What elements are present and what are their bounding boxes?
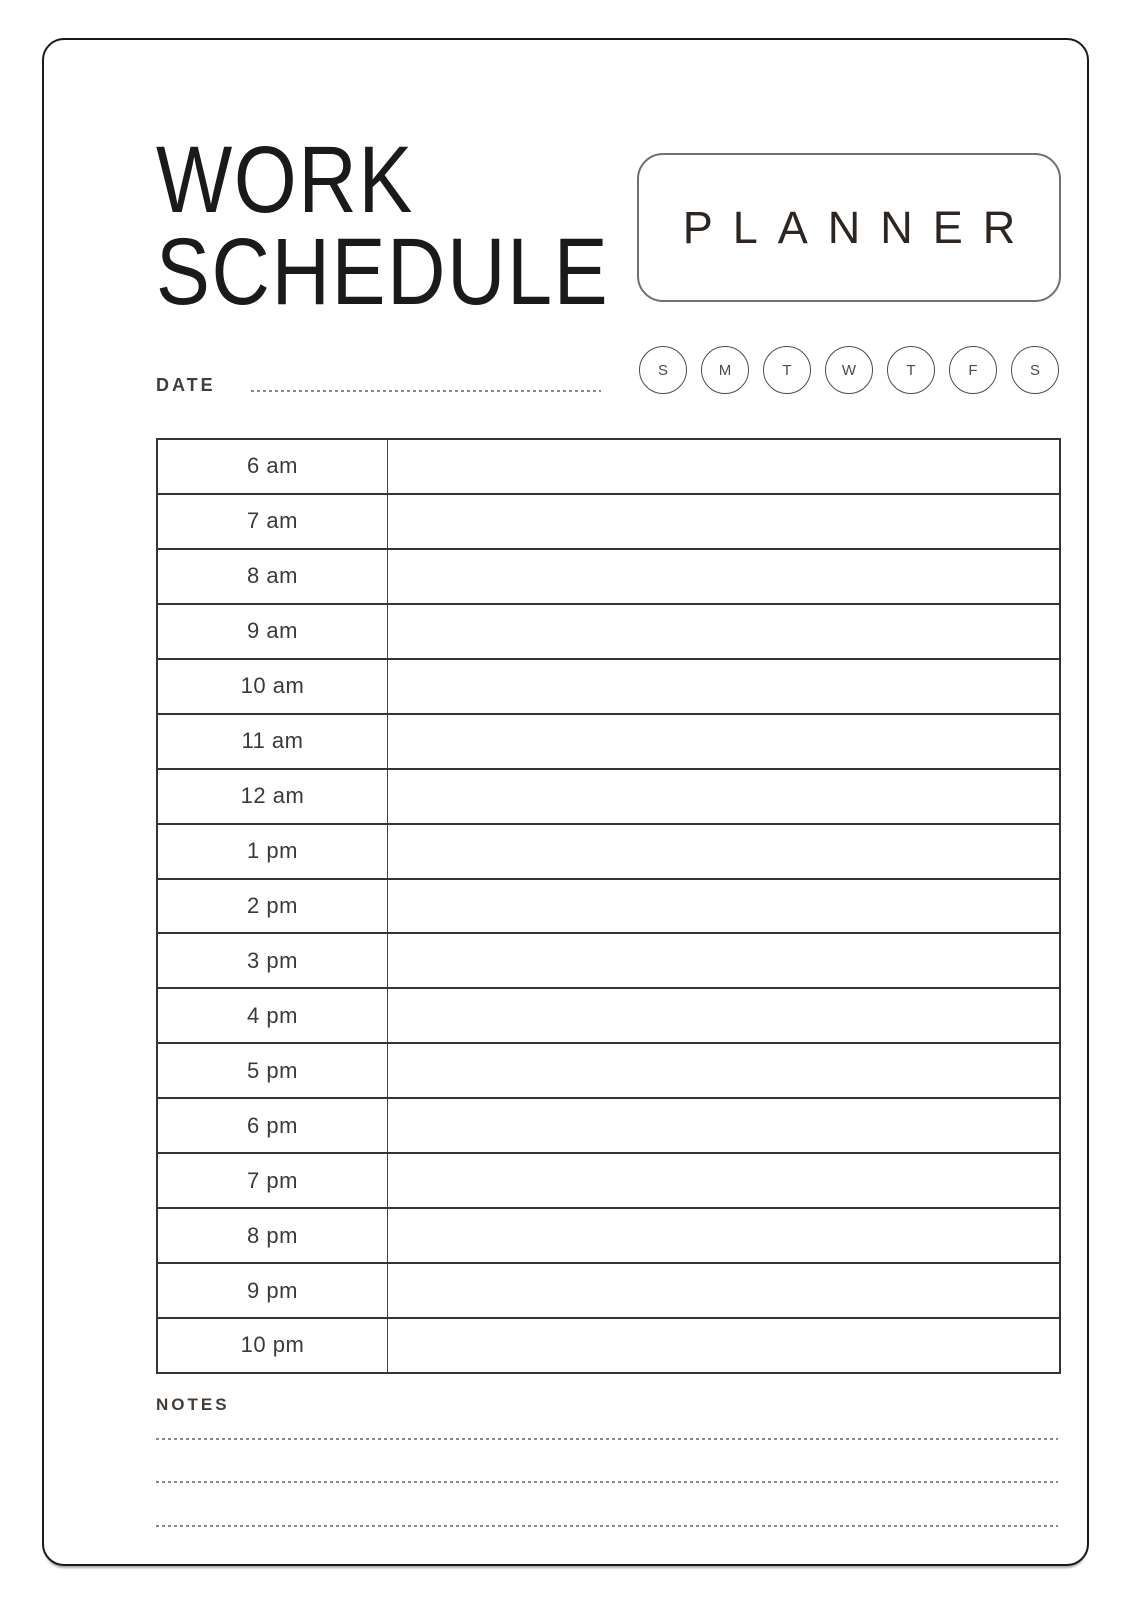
schedule-time-label: 5 pm: [158, 1044, 388, 1097]
schedule-row-12am: [158, 770, 1059, 825]
day-circle-label: F: [968, 361, 978, 379]
schedule-time-label: 6 am: [158, 440, 388, 493]
schedule-row-8pm: [158, 1209, 1059, 1264]
schedule-entry-cell[interactable]: [388, 1319, 1059, 1372]
notes-label: NOTES: [156, 1395, 230, 1414]
schedule-row-10am: [158, 660, 1059, 715]
schedule-entry-cell[interactable]: [388, 1209, 1059, 1262]
day-circle-tuesday[interactable]: [763, 346, 811, 394]
date-input-line[interactable]: [251, 390, 601, 392]
schedule-row-11am: [158, 715, 1059, 770]
schedule-row-7pm: [158, 1154, 1059, 1209]
schedule-row-8am: [158, 550, 1059, 605]
schedule-entry-cell[interactable]: [388, 440, 1059, 493]
schedule-row-9pm: [158, 1264, 1059, 1319]
day-circle-label: S: [1029, 361, 1040, 379]
schedule-entry-cell[interactable]: [388, 1264, 1059, 1317]
schedule-entry-cell[interactable]: [388, 1044, 1059, 1097]
schedule-time-label: 8 pm: [158, 1209, 388, 1262]
schedule-time-label: 2 pm: [158, 880, 388, 933]
day-circle-label: M: [718, 361, 732, 379]
schedule-entry-cell[interactable]: [388, 550, 1059, 603]
schedule-entry-cell[interactable]: [388, 495, 1059, 548]
day-circle-label: W: [841, 361, 857, 379]
schedule-row-3pm: [158, 934, 1059, 989]
schedule-entry-cell[interactable]: [388, 770, 1059, 823]
planner-sheet: [42, 38, 1089, 1566]
schedule-time-label: 12 am: [158, 770, 388, 823]
schedule-entry-cell[interactable]: [388, 715, 1059, 768]
weekday-selector: [639, 346, 1059, 394]
schedule-table: [156, 438, 1061, 1374]
schedule-row-2pm: [158, 880, 1059, 935]
schedule-time-label: 10 am: [158, 660, 388, 713]
notes-line[interactable]: [156, 1481, 1058, 1483]
schedule-row-7am: [158, 495, 1059, 550]
page-title: [156, 127, 610, 325]
schedule-time-label: 4 pm: [158, 989, 388, 1042]
schedule-row-5pm: [158, 1044, 1059, 1099]
schedule-entry-cell[interactable]: [388, 825, 1059, 878]
schedule-row-10pm: [158, 1319, 1059, 1372]
schedule-time-label: 9 pm: [158, 1264, 388, 1317]
schedule-time-label: 10 pm: [158, 1319, 388, 1372]
schedule-time-label: 11 am: [158, 715, 388, 768]
day-circle-label: S: [657, 361, 668, 379]
date-label: DATE: [156, 375, 216, 395]
schedule-row-9am: [158, 605, 1059, 660]
day-circle-label: T: [906, 361, 916, 379]
day-circle-sunday[interactable]: [639, 346, 687, 394]
notes-line[interactable]: [156, 1525, 1058, 1527]
page-title-line-1: WORK: [156, 127, 415, 233]
day-circle-saturday[interactable]: [1011, 346, 1059, 394]
day-circle-thursday[interactable]: [887, 346, 935, 394]
schedule-time-label: 8 am: [158, 550, 388, 603]
schedule-row-4pm: [158, 989, 1059, 1044]
schedule-time-label: 7 am: [158, 495, 388, 548]
day-circle-friday[interactable]: [949, 346, 997, 394]
schedule-time-label: 7 pm: [158, 1154, 388, 1207]
schedule-entry-cell[interactable]: [388, 1099, 1059, 1152]
page-title-line-2: SCHEDULE: [156, 219, 610, 325]
planner-badge: [637, 153, 1061, 302]
schedule-entry-cell[interactable]: [388, 989, 1059, 1042]
schedule-entry-cell[interactable]: [388, 605, 1059, 658]
day-circle-monday[interactable]: [701, 346, 749, 394]
day-circle-label: T: [782, 361, 792, 379]
notes-line[interactable]: [156, 1438, 1058, 1440]
schedule-row-1pm: [158, 825, 1059, 880]
planner-badge-label: PLANNER: [682, 201, 1036, 253]
schedule-time-label: 6 pm: [158, 1099, 388, 1152]
schedule-time-label: 1 pm: [158, 825, 388, 878]
schedule-entry-cell[interactable]: [388, 660, 1059, 713]
schedule-row-6am: [158, 440, 1059, 495]
schedule-entry-cell[interactable]: [388, 934, 1059, 987]
schedule-time-label: 3 pm: [158, 934, 388, 987]
schedule-time-label: 9 am: [158, 605, 388, 658]
schedule-entry-cell[interactable]: [388, 1154, 1059, 1207]
day-circle-wednesday[interactable]: [825, 346, 873, 394]
schedule-row-6pm: [158, 1099, 1059, 1154]
schedule-entry-cell[interactable]: [388, 880, 1059, 933]
